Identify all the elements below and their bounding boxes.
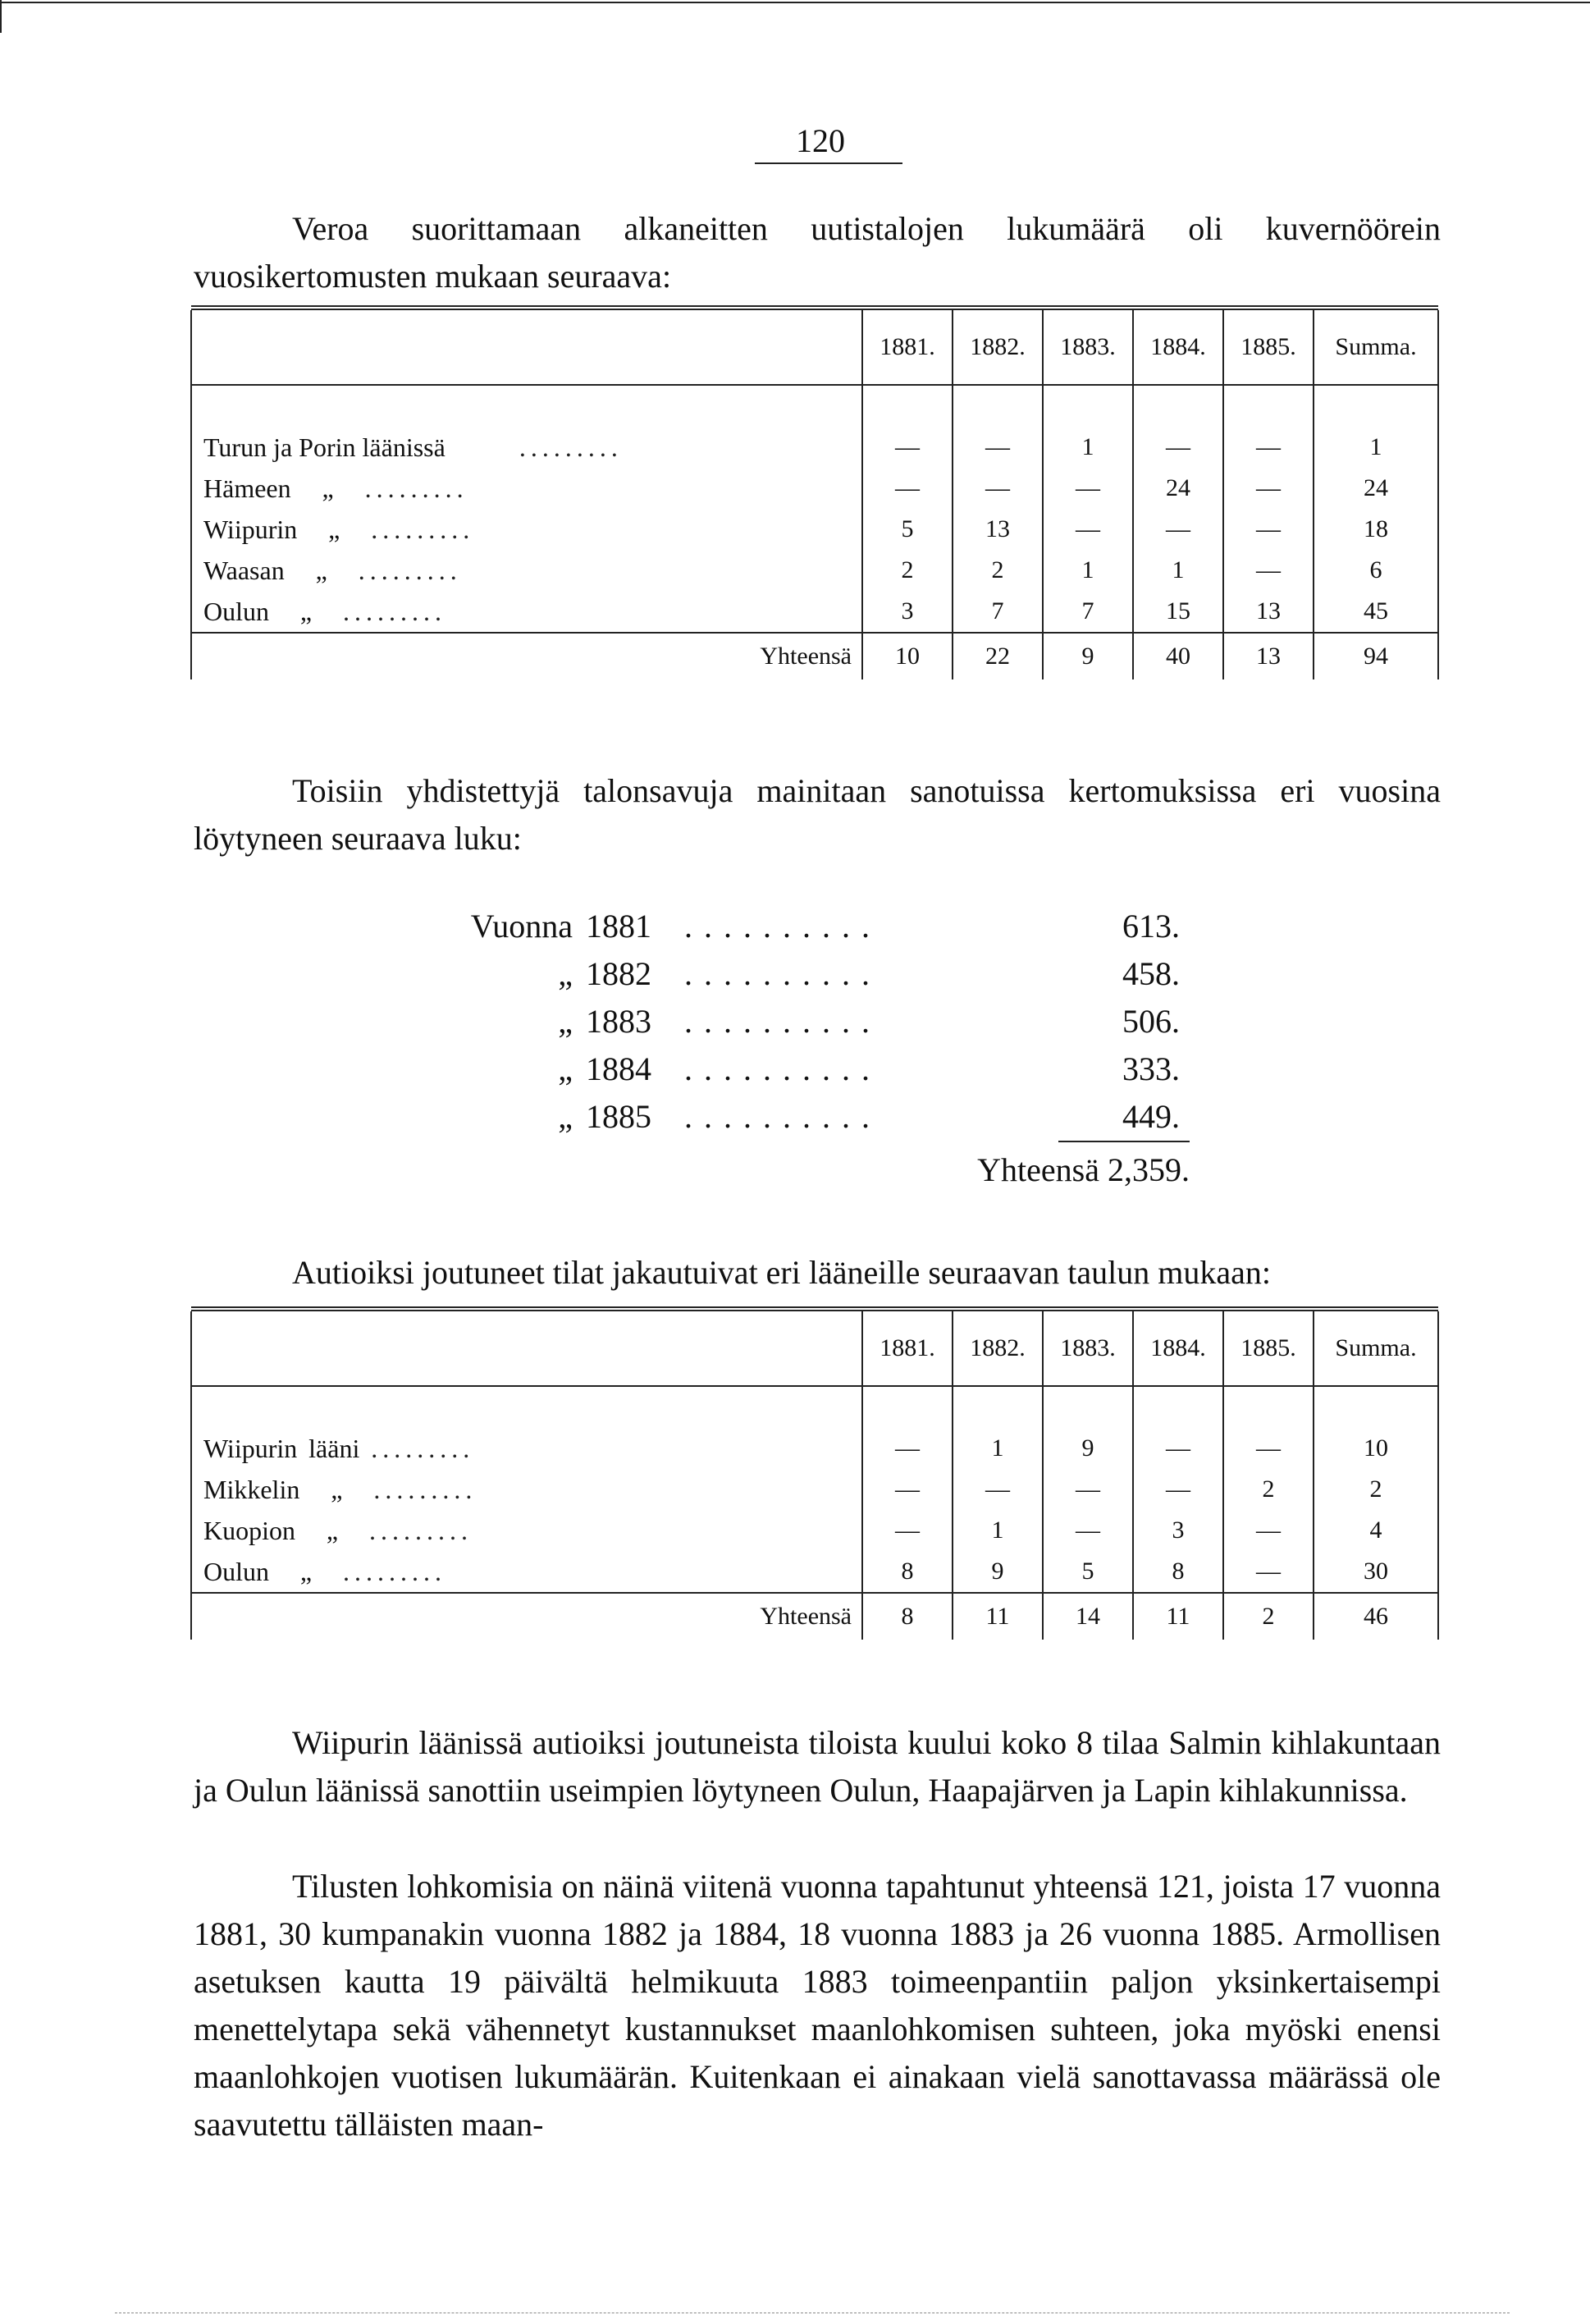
row-value: 2 [1223, 1469, 1314, 1510]
row-value: 9 [1043, 1428, 1133, 1469]
leader-dots: ......... [358, 555, 462, 585]
row-value: — [862, 1428, 953, 1469]
row-value: 9 [953, 1551, 1043, 1593]
total-value: 14 [1043, 1593, 1133, 1640]
total-summa: 94 [1314, 633, 1438, 679]
row-value: — [1223, 427, 1314, 468]
table-header-row [191, 310, 1438, 385]
row-summa: 6 [1314, 550, 1438, 591]
leader-dots: .......... [684, 908, 881, 945]
row-value: 1 [953, 1428, 1043, 1469]
year-total-value: 2,359. [1108, 1151, 1190, 1188]
total-value: 40 [1133, 633, 1223, 679]
row-ditto: „ [322, 473, 334, 503]
year-label: 1884 [586, 1050, 651, 1087]
table-header-row [191, 1311, 1438, 1386]
year-value: 613. [1122, 908, 1180, 945]
row-value: — [1133, 1469, 1223, 1510]
header-year: 1882. [953, 1311, 1043, 1386]
row-summa: 24 [1314, 468, 1438, 509]
table-row [191, 427, 1438, 468]
row-name: Oulun [203, 1556, 269, 1586]
row-label [191, 1510, 862, 1551]
table-spacer-row [191, 385, 1438, 427]
row-ditto: „ [315, 555, 327, 585]
top-edge-rule [0, 2, 1590, 3]
row-value: — [1223, 1551, 1314, 1593]
year-total [902, 1151, 1190, 1189]
paragraph-5-text: Tilusten lohkomisia on näinä viitenä vuonna tapahtunut yhteensä 121, joista 17 vuonna 1881, 30 kumpanakin vuonna 1882 ja 1884, 18 vuonna 1883 ja 26 vuonna 1885. Armollisen asetuksen kautta 19 päivältä helmikuuta 1883 toimeenpantiin paljon yksinkertaisempi menettelytapa sekä vähennetyt kustannukset maanlohkomisen suhteen, joka myöski enensi maanlohkojen vuotisen lukumäärän. Kuitenkaan ei ainakaan vielä sanottavassa määrässä ole saavutettu tälläisten maan- [194, 1868, 1441, 2143]
row-value: — [953, 427, 1043, 468]
row-value: 7 [1043, 591, 1133, 633]
row-name: Wiipurin [203, 514, 298, 544]
row-value: — [1223, 550, 1314, 591]
list-item [450, 998, 1204, 1045]
row-value: 3 [862, 591, 953, 633]
row-value: — [1133, 509, 1223, 550]
row-value: 2 [953, 550, 1043, 591]
row-ditto: „ [328, 514, 340, 544]
row-value: — [862, 427, 953, 468]
row-name: Turun ja Porin läänissä [203, 432, 445, 462]
row-value: — [1223, 1510, 1314, 1551]
total-label: Yhteensä [191, 1593, 862, 1640]
merged-households-list [450, 903, 1204, 1141]
leader-dots: ......... [369, 1515, 473, 1545]
row-name: Oulun [203, 596, 269, 626]
row-ditto: „ [299, 1556, 313, 1586]
row-name: Mikkelin [203, 1474, 300, 1504]
header-blank-cell [191, 310, 862, 385]
left-edge-rule [0, 0, 2, 33]
row-summa: 1 [1314, 427, 1438, 468]
row-summa: 30 [1314, 1551, 1438, 1593]
leader-dots: ......... [371, 1433, 475, 1463]
row-label [191, 1469, 862, 1510]
intro-paragraph-2 [194, 767, 1441, 862]
list-item [450, 903, 1204, 950]
year-value: 333. [1122, 1050, 1180, 1087]
total-value: 22 [953, 633, 1043, 679]
header-year: 1883. [1043, 310, 1133, 385]
settlements-table [190, 305, 1439, 679]
list-item [450, 950, 1204, 998]
row-value: — [1043, 1510, 1133, 1551]
row-value: 1 [1043, 427, 1133, 468]
year-value: 458. [1122, 955, 1180, 992]
row-name: Wiipurin [203, 1433, 298, 1463]
year-label: 1885 [586, 1098, 651, 1135]
row-summa: 18 [1314, 509, 1438, 550]
intro-text-2: Toisiin yhdistettyjä talonsavuja mainitaan sanotuissa kertomuksissa eri vuosina löytyneen seuraava luku: [194, 772, 1441, 857]
header-year: 1882. [953, 310, 1043, 385]
total-value: 2 [1223, 1593, 1314, 1640]
row-value: 15 [1133, 591, 1223, 633]
leader-dots: .......... [684, 1098, 881, 1135]
intro-text-1: Veroa suorittamaan alkaneitten uutistalojen lukumäärä oli kuvernöörein vuosikertomusten mukaan seuraava: [194, 210, 1441, 295]
deserted-farms-table [190, 1306, 1439, 1640]
row-label [191, 1428, 862, 1469]
row-value: — [1133, 1428, 1223, 1469]
year-value: 506. [1122, 1003, 1180, 1040]
intro-paragraph-3 [194, 1249, 1441, 1297]
header-year: 1885. [1223, 1311, 1314, 1386]
table-row [191, 1428, 1438, 1469]
table-row [191, 591, 1438, 633]
year-total-rule [1058, 1141, 1190, 1142]
total-value: 9 [1043, 633, 1133, 679]
total-value: 11 [953, 1593, 1043, 1640]
row-name: Kuopion [203, 1515, 295, 1545]
header-summa: Summa. [1314, 310, 1438, 385]
row-value: — [862, 468, 953, 509]
row-label [191, 591, 862, 633]
table-spacer-row [191, 1386, 1438, 1428]
leader-dots: ......... [371, 514, 475, 544]
table-total-row [191, 633, 1438, 679]
total-value: 8 [862, 1593, 953, 1640]
page-number: 120 [796, 122, 845, 159]
row-value: 1 [1043, 550, 1133, 591]
leader-dots: .......... [684, 1003, 881, 1040]
row-value: 24 [1133, 468, 1223, 509]
row-label [191, 509, 862, 550]
row-summa: 45 [1314, 591, 1438, 633]
year-prefix: „ [558, 955, 573, 992]
row-value: 8 [862, 1551, 953, 1593]
row-value: 1 [1133, 550, 1223, 591]
year-label: 1881 [586, 908, 651, 945]
row-value: 1 [953, 1510, 1043, 1551]
header-year: 1885. [1223, 310, 1314, 385]
header-summa: Summa. [1314, 1311, 1438, 1386]
table-row [191, 1510, 1438, 1551]
table-row [191, 550, 1438, 591]
leader-dots: ......... [373, 1474, 477, 1504]
table-row [191, 468, 1438, 509]
table-row [191, 1551, 1438, 1593]
row-value: 8 [1133, 1551, 1223, 1593]
table-row [191, 1469, 1438, 1510]
total-value: 11 [1133, 1593, 1223, 1640]
leader-dots: ......... [519, 432, 623, 462]
header-year: 1883. [1043, 1311, 1133, 1386]
paragraph-4 [194, 1719, 1441, 1814]
row-value: — [1043, 468, 1133, 509]
row-summa: 4 [1314, 1510, 1438, 1551]
row-label [191, 427, 862, 468]
row-value: 13 [1223, 591, 1314, 633]
row-label [191, 468, 862, 509]
year-prefix: „ [558, 1050, 573, 1087]
leader-dots: .......... [684, 1050, 881, 1087]
row-label [191, 1551, 862, 1593]
row-value: 5 [1043, 1551, 1133, 1593]
row-value: — [862, 1469, 953, 1510]
row-name: Hämeen [203, 473, 291, 503]
list-item [450, 1093, 1204, 1141]
row-value: — [953, 468, 1043, 509]
row-value: — [1223, 468, 1314, 509]
header-year: 1881. [862, 1311, 953, 1386]
year-label: 1882 [586, 955, 651, 992]
year-label: 1883 [586, 1003, 651, 1040]
row-value: — [1043, 1469, 1133, 1510]
page-number-rule [755, 162, 902, 164]
row-ditto: lääni [308, 1433, 360, 1463]
row-value: — [1043, 509, 1133, 550]
row-value: 13 [953, 509, 1043, 550]
leader-dots: .......... [684, 955, 881, 992]
row-label [191, 550, 862, 591]
total-label: Yhteensä [191, 633, 862, 679]
row-value: 2 [862, 550, 953, 591]
row-summa: 10 [1314, 1428, 1438, 1469]
intro-text-3: Autioiksi joutuneet tilat jakautuivat eri lääneille seuraavan taulun mukaan: [292, 1254, 1271, 1291]
row-value: 3 [1133, 1510, 1223, 1551]
year-value: 449. [1122, 1098, 1180, 1135]
header-blank-cell [191, 1311, 862, 1386]
header-year: 1884. [1133, 310, 1223, 385]
row-value: — [1133, 427, 1223, 468]
year-prefix: „ [558, 1003, 573, 1040]
total-value: 10 [862, 633, 953, 679]
leader-dots: ......... [364, 473, 468, 503]
year-prefix: Vuonna [470, 908, 573, 945]
row-value: — [862, 1510, 953, 1551]
table-total-row [191, 1593, 1438, 1640]
header-year: 1884. [1133, 1311, 1223, 1386]
paragraph-4-text: Wiipurin läänissä autioiksi joutuneista tiloista kuului koko 8 tilaa Salmin kihlakuntaan ja Oulun läänissä sanottiin useimpien löytyneen Oulun, Haapajärven ja Lapin kihlakunnissa. [194, 1724, 1441, 1809]
row-ditto: „ [326, 1515, 339, 1545]
table-row [191, 509, 1438, 550]
row-value: 7 [953, 591, 1043, 633]
total-value: 13 [1223, 633, 1314, 679]
total-summa: 46 [1314, 1593, 1438, 1640]
intro-paragraph-1 [194, 205, 1441, 300]
header-year: 1881. [862, 310, 953, 385]
year-total-label: Yhteensä [977, 1151, 1099, 1188]
row-summa: 2 [1314, 1469, 1438, 1510]
leader-dots: ......... [343, 596, 446, 626]
row-value: 5 [862, 509, 953, 550]
leader-dots: ......... [343, 1556, 446, 1586]
year-prefix: „ [558, 1098, 573, 1135]
row-ditto: „ [331, 1474, 343, 1504]
row-value: — [953, 1469, 1043, 1510]
list-item [450, 1045, 1204, 1093]
row-value: — [1223, 509, 1314, 550]
row-ditto: „ [299, 596, 313, 626]
row-value: — [1223, 1428, 1314, 1469]
paragraph-5 [194, 1863, 1441, 2148]
row-name: Waasan [203, 555, 285, 585]
